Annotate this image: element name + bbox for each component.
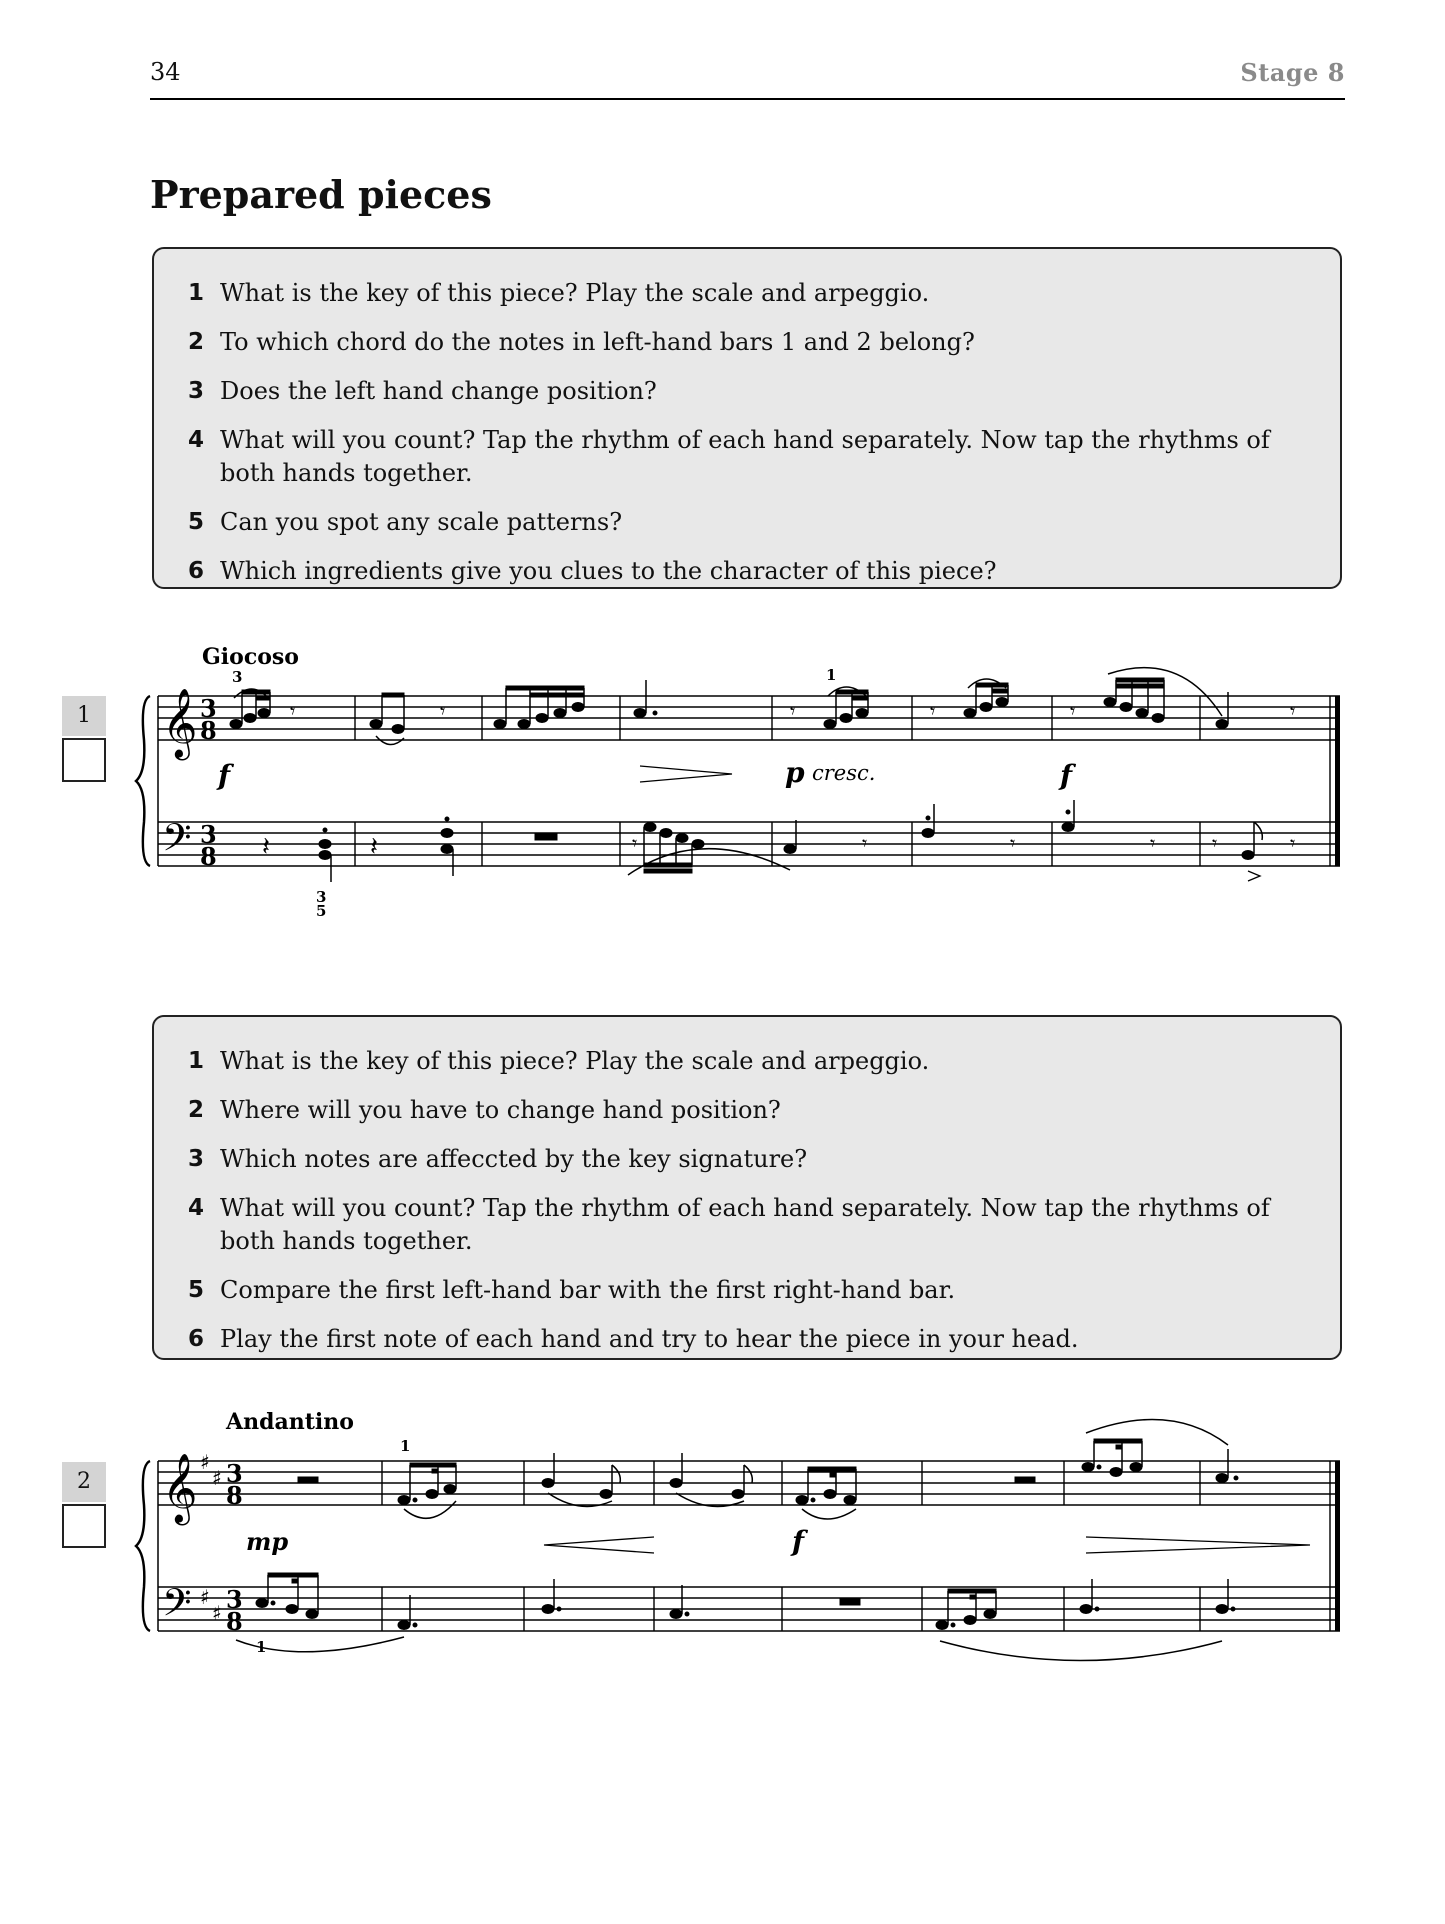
question-item bbox=[154, 1192, 1340, 1258]
question-item bbox=[154, 1274, 1340, 1307]
treble-clef-icon-2: 𝄞 bbox=[162, 1453, 198, 1523]
question-number: 1 bbox=[188, 1048, 205, 1074]
question-text: What will you count? Tap the rhythm of each hand separately. Now tap the rhythms of both hands together. bbox=[220, 426, 1270, 487]
bass-staff-2 bbox=[158, 1587, 1340, 1631]
decrescendo-hairpin bbox=[640, 766, 732, 782]
brace-1 bbox=[136, 696, 150, 866]
question-text: Where will you have to change hand position? bbox=[220, 1096, 781, 1124]
question-item bbox=[154, 424, 1340, 490]
fingering-1a: 3 bbox=[232, 668, 243, 686]
svg-text:𝄾: 𝄾 bbox=[290, 699, 296, 723]
question-text: Can you spot any scale patterns? bbox=[220, 508, 623, 536]
fingering-2b: 1 bbox=[256, 1638, 267, 1656]
bass-clef-icon-2: 𝄢 bbox=[162, 1580, 192, 1634]
question-text: Which ingredients give you clues to the character of this piece? bbox=[220, 557, 997, 585]
key-signature-sharps bbox=[200, 1450, 222, 1625]
svg-text:3: 3 bbox=[200, 820, 217, 849]
treble-clef-icon: 𝄞 bbox=[162, 688, 198, 758]
question-text: To which chord do the notes in left-hand bars 1 and 2 belong? bbox=[220, 328, 975, 356]
question-item bbox=[154, 326, 1340, 359]
svg-text:𝄽: 𝄽 bbox=[370, 832, 378, 862]
svg-text:8: 8 bbox=[226, 1481, 243, 1510]
svg-text:𝄾: 𝄾 bbox=[1290, 699, 1296, 723]
question-number: 4 bbox=[188, 427, 205, 453]
svg-text:3: 3 bbox=[200, 694, 217, 723]
svg-text:𝄾: 𝄾 bbox=[632, 831, 638, 855]
final-barline-1 bbox=[1335, 696, 1340, 866]
dynamic-mp: mp bbox=[246, 1527, 289, 1556]
svg-text:𝄾: 𝄾 bbox=[1290, 831, 1296, 855]
question-text: Play the first note of each hand and try to hear the piece in your head. bbox=[220, 1325, 1079, 1353]
dynamic-f-3: f bbox=[792, 1525, 805, 1558]
question-text: Does the left hand change position? bbox=[220, 377, 657, 405]
treble-staff-2 bbox=[158, 1461, 1340, 1505]
question-number: 5 bbox=[188, 1277, 205, 1303]
fingering-1d: 5 bbox=[316, 902, 327, 920]
svg-text:𝄾: 𝄾 bbox=[440, 699, 446, 723]
question-item bbox=[154, 1094, 1340, 1127]
dynamic-p-1: p bbox=[785, 756, 805, 789]
crescendo-hairpin-2 bbox=[544, 1537, 654, 1553]
question-number: 3 bbox=[188, 378, 205, 404]
bass-notes-1 bbox=[262, 800, 1295, 882]
question-box-2 bbox=[152, 1015, 1342, 1360]
svg-text:8: 8 bbox=[226, 1607, 243, 1636]
question-item bbox=[154, 277, 1340, 310]
time-signature-1 bbox=[200, 694, 217, 871]
question-text: Which notes are affeccted by the key signature? bbox=[220, 1145, 808, 1173]
treble-notes-1 bbox=[230, 678, 1295, 734]
bass-clef-icon: 𝄢 bbox=[162, 815, 192, 869]
question-number: 5 bbox=[188, 509, 205, 535]
page-title: Prepared pieces bbox=[150, 172, 492, 217]
question-item bbox=[154, 1323, 1340, 1356]
score-piece-2 bbox=[0, 1405, 1445, 1665]
question-text: What is the key of this piece? Play the scale and arpeggio. bbox=[220, 1047, 930, 1075]
question-number: 2 bbox=[188, 1097, 205, 1123]
question-number: 3 bbox=[188, 1146, 205, 1172]
svg-text:3: 3 bbox=[226, 1585, 243, 1614]
fingering-1b: 1 bbox=[826, 666, 837, 684]
bass-notes-2 bbox=[256, 1573, 1235, 1630]
question-number: 4 bbox=[188, 1195, 205, 1221]
question-number: 1 bbox=[188, 280, 205, 306]
piece-number-2: 2 bbox=[62, 1462, 106, 1502]
svg-text:𝄾: 𝄾 bbox=[790, 699, 796, 723]
question-number: 6 bbox=[188, 558, 205, 584]
tempo-marking-1: Giocoso bbox=[202, 644, 299, 670]
brace-2 bbox=[136, 1461, 150, 1631]
svg-text:8: 8 bbox=[200, 842, 217, 871]
fingering-2a: 1 bbox=[400, 1437, 411, 1455]
svg-text:3: 3 bbox=[226, 1459, 243, 1488]
svg-text:𝄽: 𝄽 bbox=[262, 832, 270, 862]
svg-text:♯: ♯ bbox=[212, 1601, 222, 1625]
final-barline-2 bbox=[1335, 1461, 1340, 1631]
question-item bbox=[154, 555, 1340, 588]
header-rule bbox=[150, 98, 1345, 100]
question-item bbox=[154, 506, 1340, 539]
bass-staff-1 bbox=[158, 822, 1340, 866]
score-piece-1 bbox=[0, 640, 1445, 940]
question-number: 6 bbox=[188, 1326, 205, 1352]
question-list-2 bbox=[154, 1045, 1340, 1356]
dynamic-f-2: f bbox=[1060, 759, 1073, 792]
question-text: What will you count? Tap the rhythm of each hand separately. Now tap the rhythms of both hands together. bbox=[220, 1194, 1270, 1255]
dynamic-f-1: f bbox=[218, 759, 231, 792]
fingering-1c: 3 bbox=[316, 888, 327, 906]
question-text: What is the key of this piece? Play the scale and arpeggio. bbox=[220, 279, 930, 307]
page-number: 34 bbox=[150, 58, 181, 86]
question-item bbox=[154, 375, 1340, 408]
svg-text:𝄾: 𝄾 bbox=[1150, 831, 1156, 855]
svg-text:𝄾: 𝄾 bbox=[862, 831, 868, 855]
question-box-1 bbox=[152, 247, 1342, 589]
piece-number-1: 1 bbox=[62, 696, 106, 736]
question-text: Compare the first left-hand bar with the first right-hand bar. bbox=[220, 1276, 956, 1304]
time-signature-2 bbox=[226, 1459, 243, 1636]
svg-text:♯: ♯ bbox=[212, 1466, 222, 1490]
svg-text:♯: ♯ bbox=[200, 1585, 210, 1609]
svg-text:𝄾: 𝄾 bbox=[930, 699, 936, 723]
question-item bbox=[154, 1143, 1340, 1176]
decrescendo-hairpin-2 bbox=[1086, 1537, 1310, 1553]
svg-text:𝄾: 𝄾 bbox=[1010, 831, 1016, 855]
svg-text:8: 8 bbox=[200, 716, 217, 745]
svg-text:𝄾: 𝄾 bbox=[1070, 699, 1076, 723]
svg-text:♯: ♯ bbox=[200, 1450, 210, 1474]
tempo-marking-2: Andantino bbox=[226, 1409, 354, 1435]
question-list-1 bbox=[154, 277, 1340, 588]
question-item bbox=[154, 1045, 1340, 1078]
svg-text:𝄾: 𝄾 bbox=[1212, 831, 1218, 855]
cresc-marking: cresc. bbox=[812, 761, 876, 785]
slurs-2 bbox=[236, 1420, 1228, 1661]
stage-label: Stage 8 bbox=[1240, 58, 1345, 87]
question-number: 2 bbox=[188, 329, 205, 355]
